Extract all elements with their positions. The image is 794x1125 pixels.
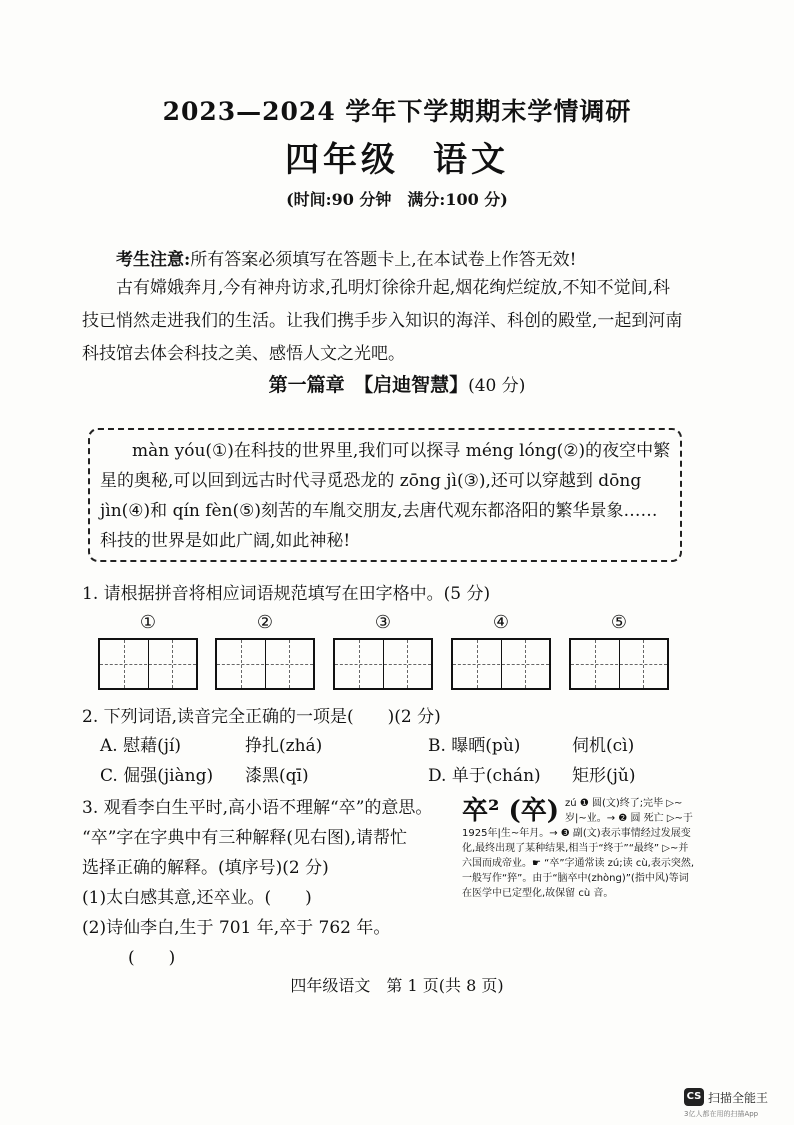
answer-grid-3[interactable] — [333, 638, 433, 690]
dictionary-entry: zú ❶ 圆(文)终了;完毕 ▷~岁|~业。→ ❷ 圆 死亡 ▷~于1925年|生~年月。→ ❸ 副(文)表示事情经过发展变化,最终出现了某种结果,相当于“终于”“最终” ▷~并六国而成帝业。☛ “卒”字通常读 zú;读 cù,表示突然,一般写作“猝”。由于“脑卒中(zhòng)”(指中风)等词在医学中已定型化,故保留 cù 音。 — [462, 798, 695, 899]
question-3-line1: 3. 观看李白生平时,高小语不理解“卒”的意思。 — [82, 798, 433, 818]
intro-paragraph: 古有嫦娥奔月,今有神舟访求,孔明灯徐徐升起,烟花绚烂绽放,不知不觉间,科技已悄然走进我们的生活。让我们携手步入知识的海洋、科创的殿堂,一起到河南科技馆去体会科技之美、感悟人文之光吧。 — [82, 278, 683, 364]
scanner-tagline: 3亿人都在用的扫描App — [684, 1110, 759, 1118]
question-3-sub2: (2)诗仙李白,生于 701 年,卒于 762 年。 — [82, 918, 391, 938]
question-3-sub2-blank: ( ) — [128, 948, 176, 968]
chapter-name: 第一篇章 【启迪智慧】 — [268, 374, 469, 396]
subject-label: 语文 — [433, 140, 509, 180]
scanner-watermark — [684, 1088, 792, 1122]
dictionary-headword: 卒² (卒) — [462, 796, 560, 826]
chapter-score: (40 分) — [468, 376, 526, 396]
answer-grid-5[interactable] — [569, 638, 669, 690]
option-d-word2: 矩形(jǔ) — [572, 766, 636, 786]
question-1: 1. 请根据拼音将相应词语规范填写在田字格中。(5 分) — [82, 584, 491, 604]
exam-title: 2023—2024 学年下学期期末学情调研 — [162, 97, 632, 126]
answer-grid-4[interactable] — [451, 638, 551, 690]
option-c-word2: 漆黑(qī) — [245, 766, 309, 786]
question-3 — [82, 793, 452, 973]
passage-text: màn yóu(①)在科技的世界里,我们可以探寻 méng lóng(②)的夜空中繁星的奥秘,可以回到远古时代寻觅恐龙的 zōng jì(③),还可以穿越到 dōng jìn(④)和 qín fèn(⑤)刻苦的车胤交朋友,去唐代观东都洛阳的繁华景象……科技的世界是如此广阔,如此神秘! — [100, 441, 671, 551]
passage-box — [88, 428, 682, 562]
option-a: A. 慰藉(jí) — [100, 736, 182, 756]
grade-label: 四年级 — [285, 140, 399, 180]
grid-label: ① — [139, 612, 157, 633]
grid-label: ③ — [374, 612, 392, 633]
question-2: 2. 下列词语,读音完全正确的一项是( )(2 分) — [82, 707, 441, 727]
grid-label: ④ — [492, 612, 510, 633]
scanner-name: 扫描全能王 — [708, 1091, 769, 1105]
option-b-word2: 伺机(cì) — [572, 736, 635, 756]
answer-grid-2[interactable] — [215, 638, 315, 690]
time-info: (时间:90 分钟 满分:100 分) — [286, 190, 508, 209]
grid-label: ② — [256, 612, 274, 633]
option-a-word2: 挣扎(zhá) — [245, 736, 323, 756]
notice-label: 考生注意: — [116, 250, 191, 270]
question-3-line3: 选择正确的解释。(填序号)(2 分) — [82, 858, 329, 878]
option-d: D. 单于(chán) — [428, 766, 541, 786]
question-3-sub1: (1)太白感其意,还卒业。( ) — [82, 888, 312, 908]
grid-label: ⑤ — [610, 612, 628, 633]
notice-text: 所有答案必须填写在答题卡上,在本试卷上作答无效! — [190, 250, 577, 270]
question-3-line2: “卒”字在字典中有三种解释(见右图),请帮忙 — [82, 828, 408, 848]
dictionary-excerpt — [462, 796, 694, 901]
option-c: C. 倔强(jiàng) — [100, 766, 214, 786]
option-b: B. 曝晒(pù) — [428, 736, 521, 756]
grade-subject-title — [0, 132, 794, 181]
answer-grid-1[interactable] — [98, 638, 198, 690]
chapter-heading — [0, 370, 794, 397]
page-footer: 四年级语文 第 1 页(共 8 页) — [290, 976, 504, 995]
scanner-logo-icon: CS — [684, 1088, 704, 1106]
